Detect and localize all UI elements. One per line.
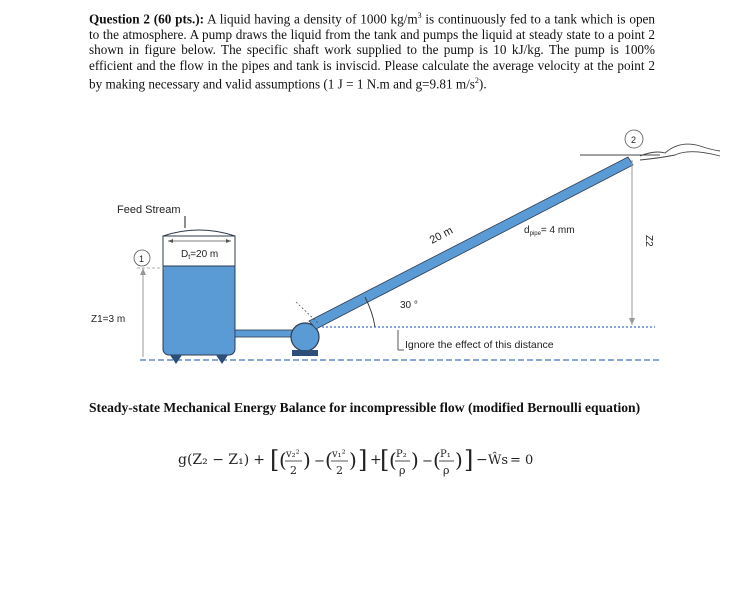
point2-label: 2 — [631, 135, 637, 145]
question-sup-3: 3 — [417, 11, 422, 20]
point1-label: 1 — [139, 254, 145, 264]
z1-label: Z1=3 m — [91, 314, 126, 325]
z2-label: Z2 — [643, 235, 654, 247]
process-diagram — [0, 120, 738, 370]
tank-body — [163, 262, 235, 355]
svg-text:): ) — [411, 448, 419, 472]
svg-text:): ) — [455, 448, 463, 472]
svg-text:]: ] — [358, 446, 368, 474]
svg-text:2: 2 — [336, 464, 343, 477]
svg-text:]: ] — [464, 446, 474, 474]
eq-v2: v₂² — [286, 449, 300, 460]
svg-text:(: ( — [279, 448, 287, 472]
svg-text:g(Z₂ − Z₁)+: g(Z₂ − Z₁) + — [178, 452, 265, 468]
question-body-2: is continuously fed to a tank which is open to the atmosphere. A pump draws the liquid from the tank and pumps the liquid at steady state to a point 2 shown in figure below. The specific shaft work supplied to the pump is 10 kJ/kg. The pump is 100% efficient and the flow in the pipes and tank is inviscid. Please calculate the average velocity at the point 2 by making necessary and valid assumptions (1 J = 1 N.m and g=9.81 m/s — [89, 11, 655, 92]
svg-text:(: ( — [325, 448, 333, 472]
svg-text:ρ: ρ — [443, 464, 450, 477]
question-body-1: A liquid having a density of 1000 kg/m — [207, 11, 418, 27]
pipe-length-label: 20 m — [427, 224, 456, 247]
angle-label: 30 ° — [400, 300, 418, 311]
inclined-pipe — [309, 157, 633, 329]
question-sup-2: 2 — [474, 76, 479, 86]
balance-title: Steady-state Mechanical Energy Balance for incompressible flow (modified Bernoulli equation) — [89, 400, 641, 415]
svg-text:+: + — [370, 452, 382, 468]
pipe-diameter-label: $d_{pipe}= 4$ mm — [524, 225, 575, 237]
question-text — [89, 8, 655, 92]
svg-text:= 0: = 0 — [510, 453, 534, 468]
tank-diameter-label: $D_t=20$ m — [181, 249, 219, 261]
svg-text:(: ( — [389, 448, 397, 472]
bernoulli-equation — [178, 440, 578, 480]
question-body-3: ). — [478, 76, 487, 92]
feed-stream-label: Feed Stream — [117, 204, 181, 216]
eq-v1: v₁² — [332, 449, 346, 460]
svg-text:−: − — [314, 454, 325, 469]
question-heading: Question 2 (60 pts.): — [89, 11, 205, 27]
svg-text:−: − — [476, 452, 488, 468]
svg-text:[: [ — [380, 446, 390, 474]
svg-text:): ) — [349, 448, 357, 472]
svg-text:[: [ — [270, 446, 280, 474]
eq-p1: P₁ — [440, 449, 451, 460]
svg-text:): ) — [303, 448, 311, 472]
svg-text:ρ: ρ — [399, 464, 406, 477]
eq-ws: Ŵs — [488, 453, 509, 468]
svg-text:2: 2 — [290, 464, 297, 477]
svg-text:(: ( — [433, 448, 441, 472]
eq-p2: P₂ — [396, 449, 407, 460]
outlet-pipe — [235, 330, 295, 337]
ignore-note: Ignore the effect of this distance — [405, 339, 554, 351]
svg-text:−: − — [422, 454, 433, 469]
outflow-stream — [640, 144, 720, 156]
